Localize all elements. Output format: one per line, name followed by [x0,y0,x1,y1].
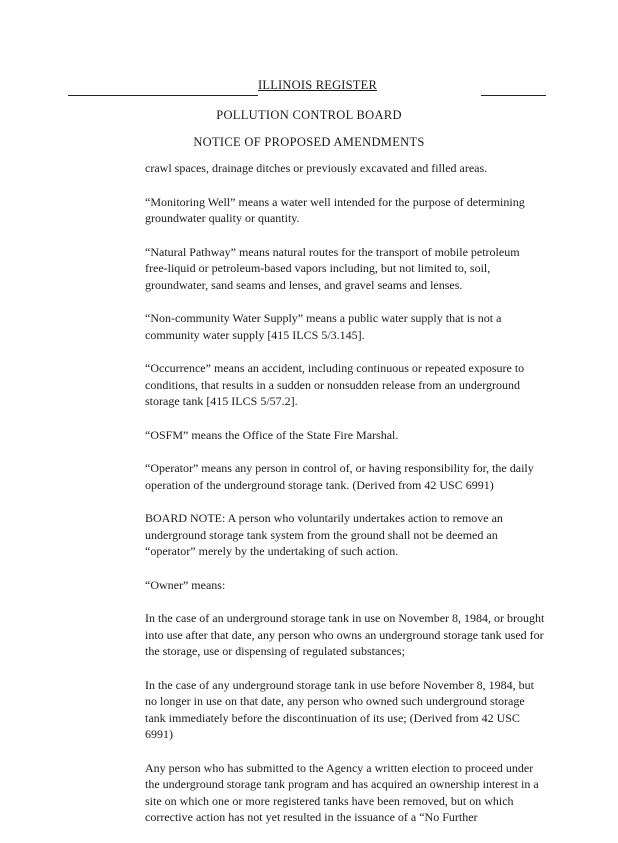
paragraph-natural-pathway: “Natural Pathway” means natural routes for the transport of mobile petroleum free-liquid or petroleum-based vapors including, but not limited to, soil, groundwater, sand seams and lenses, and gravel seams and lenses. [145,244,520,292]
paragraph-monitoring-well: “Monitoring Well” means a water well intended for the purpose of determining groundwater quality or quantity. [145,194,525,225]
register-title: ILLINOIS REGISTER [258,78,378,92]
paragraph-crawl-spaces: crawl spaces, drainage ditches or previously excavated and filled areas. [145,161,488,175]
header-rule-right [481,95,546,96]
paragraph-board-note: BOARD NOTE: A person who voluntarily undertakes action to remove an underground storage tank system from the ground shall not be deemed an “operator” merely by the undertaking of such action. [145,511,503,558]
notice-title: NOTICE OF PROPOSED AMENDMENTS [193,135,425,149]
header-rule-left [68,95,258,96]
document-body [145,160,545,843]
paragraph-osfm: “OSFM” means the Office of the State Fire Marshal. [145,427,399,442]
paragraph-owner: “Owner” means: [145,577,226,592]
paragraph-owner-case-3: Any person who has submitted to the Agency a written election to proceed under the underground storage tank program and has acquired an ownership interest in a site on which one or more registered tanks have been removed, but on which corrective action has not yet resulted in the issuance of a “No Further [145,760,539,824]
board-name: POLLUTION CONTROL BOARD [216,108,402,122]
paragraph-owner-case-1: In the case of an underground storage tank in use on November 8, 1984, or brought into use after that date, any person who owns an underground storage tank used for the storage, use or dispensing of regulated substances; [145,611,545,658]
paragraph-owner-case-2: In the case of any underground storage tank in use before November 8, 1984, but no longer in use on that date, any person who owned such underground storage tank immediately before the discontinuation of its use; (Derived from 42 USC 6991) [145,677,534,741]
paragraph-occurrence: “Occurrence” means an accident, including continuous or repeated exposure to conditions, that results in a sudden or nonsudden release from an underground storage tank [415 ILCS 5/57.2]. [145,361,525,408]
paragraph-non-community-water: “Non-community Water Supply” means a public water supply that is not a community water supply [415 ILCS 5/3.145]. [145,311,502,342]
paragraph-operator: “Operator” means any person in control of, or having responsibility for, the daily operation of the underground storage tank. (Derived from 42 USC 6991) [145,461,534,492]
